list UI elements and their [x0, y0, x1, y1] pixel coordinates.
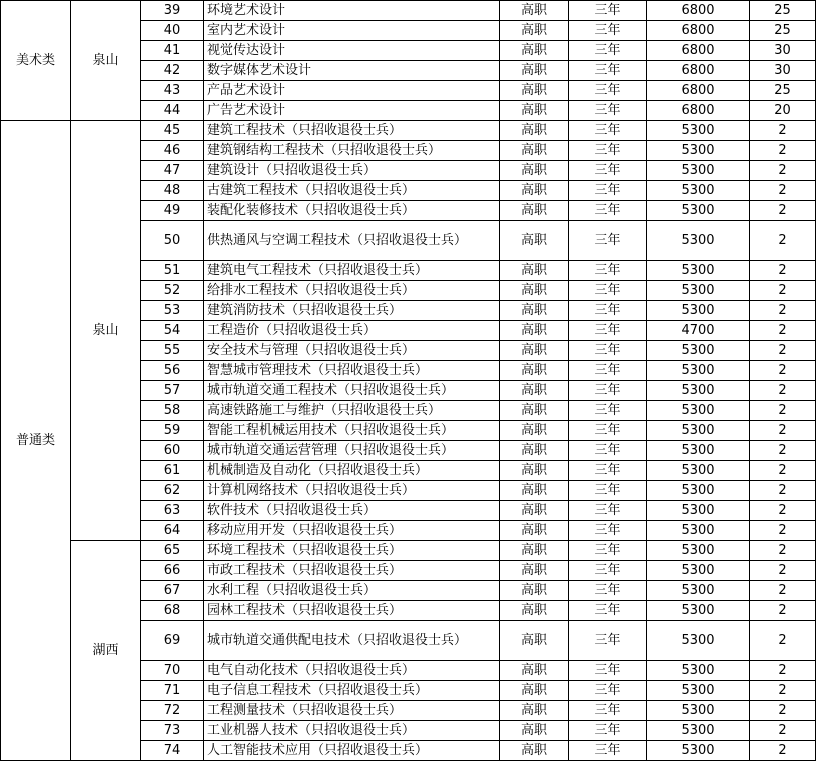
duration-cell: 三年 [569, 521, 647, 541]
quota-cell: 2 [750, 341, 816, 361]
level-cell: 高职 [500, 581, 569, 601]
tuition-cell: 5300 [647, 141, 750, 161]
major-name-cell: 建筑消防技术（只招收退役士兵） [204, 301, 500, 321]
level-cell: 高职 [500, 181, 569, 201]
tuition-cell: 5300 [647, 381, 750, 401]
row-number-cell: 42 [141, 61, 204, 81]
row-number-cell: 51 [141, 261, 204, 281]
duration-cell: 三年 [569, 401, 647, 421]
table-row [1, 121, 816, 141]
major-name-cell: 古建筑工程技术（只招收退役士兵） [204, 181, 500, 201]
major-name-cell: 电气自动化技术（只招收退役士兵） [204, 661, 500, 681]
quota-cell: 2 [750, 541, 816, 561]
level-cell: 高职 [500, 681, 569, 701]
major-name-cell: 软件技术（只招收退役士兵） [204, 501, 500, 521]
row-number-cell: 45 [141, 121, 204, 141]
duration-cell: 三年 [569, 221, 647, 261]
tuition-cell: 6800 [647, 41, 750, 61]
level-cell: 高职 [500, 301, 569, 321]
quota-cell: 2 [750, 401, 816, 421]
major-name-cell: 建筑工程技术（只招收退役士兵） [204, 121, 500, 141]
major-name-cell: 移动应用开发（只招收退役士兵） [204, 521, 500, 541]
quota-cell: 30 [750, 41, 816, 61]
tuition-cell: 5300 [647, 721, 750, 741]
row-number-cell: 55 [141, 341, 204, 361]
quota-cell: 2 [750, 141, 816, 161]
duration-cell: 三年 [569, 481, 647, 501]
duration-cell: 三年 [569, 101, 647, 121]
level-cell: 高职 [500, 381, 569, 401]
quota-cell: 2 [750, 221, 816, 261]
major-name-cell: 建筑钢结构工程技术（只招收退役士兵） [204, 141, 500, 161]
quota-cell: 2 [750, 521, 816, 541]
quota-cell: 25 [750, 81, 816, 101]
major-name-cell: 工程造价（只招收退役士兵） [204, 321, 500, 341]
level-cell: 高职 [500, 341, 569, 361]
row-number-cell: 62 [141, 481, 204, 501]
tuition-cell: 5300 [647, 121, 750, 141]
row-number-cell: 58 [141, 401, 204, 421]
quota-cell: 2 [750, 421, 816, 441]
tuition-cell: 5300 [647, 561, 750, 581]
major-name-cell: 室内艺术设计 [204, 21, 500, 41]
major-name-cell: 城市轨道交通运营管理（只招收退役士兵） [204, 441, 500, 461]
quota-cell: 25 [750, 21, 816, 41]
duration-cell: 三年 [569, 661, 647, 681]
quota-cell: 2 [750, 581, 816, 601]
level-cell: 高职 [500, 101, 569, 121]
tuition-cell: 5300 [647, 401, 750, 421]
quota-cell: 2 [750, 321, 816, 341]
level-cell: 高职 [500, 221, 569, 261]
duration-cell: 三年 [569, 581, 647, 601]
duration-cell: 三年 [569, 341, 647, 361]
level-cell: 高职 [500, 741, 569, 761]
level-cell: 高职 [500, 41, 569, 61]
quota-cell: 2 [750, 681, 816, 701]
tuition-cell: 4700 [647, 321, 750, 341]
tuition-cell: 5300 [647, 361, 750, 381]
duration-cell: 三年 [569, 741, 647, 761]
quota-cell: 2 [750, 381, 816, 401]
table-body [1, 1, 816, 761]
level-cell: 高职 [500, 21, 569, 41]
major-name-cell: 高速铁路施工与维护（只招收退役士兵） [204, 401, 500, 421]
row-number-cell: 43 [141, 81, 204, 101]
duration-cell: 三年 [569, 721, 647, 741]
major-name-cell: 视觉传达设计 [204, 41, 500, 61]
row-number-cell: 68 [141, 601, 204, 621]
major-name-cell: 智慧城市管理技术（只招收退役士兵） [204, 361, 500, 381]
quota-cell: 30 [750, 61, 816, 81]
quota-cell: 2 [750, 121, 816, 141]
major-name-cell: 产品艺术设计 [204, 81, 500, 101]
row-number-cell: 53 [141, 301, 204, 321]
duration-cell: 三年 [569, 41, 647, 61]
level-cell: 高职 [500, 481, 569, 501]
quota-cell: 2 [750, 741, 816, 761]
row-number-cell: 65 [141, 541, 204, 561]
duration-cell: 三年 [569, 361, 647, 381]
level-cell: 高职 [500, 441, 569, 461]
quota-cell: 2 [750, 501, 816, 521]
row-number-cell: 47 [141, 161, 204, 181]
campus-cell: 泉山 [71, 121, 141, 541]
row-number-cell: 40 [141, 21, 204, 41]
tuition-cell: 6800 [647, 101, 750, 121]
major-name-cell: 智能工程机械运用技术（只招收退役士兵） [204, 421, 500, 441]
level-cell: 高职 [500, 721, 569, 741]
tuition-cell: 5300 [647, 301, 750, 321]
major-name-cell: 水利工程（只招收退役士兵） [204, 581, 500, 601]
tuition-cell: 5300 [647, 341, 750, 361]
major-name-cell: 城市轨道交通供配电技术（只招收退役士兵） [204, 621, 500, 661]
duration-cell: 三年 [569, 61, 647, 81]
row-number-cell: 59 [141, 421, 204, 441]
quota-cell: 2 [750, 281, 816, 301]
level-cell: 高职 [500, 281, 569, 301]
duration-cell: 三年 [569, 141, 647, 161]
row-number-cell: 64 [141, 521, 204, 541]
tuition-cell: 6800 [647, 61, 750, 81]
tuition-cell: 5300 [647, 201, 750, 221]
quota-cell: 2 [750, 261, 816, 281]
duration-cell: 三年 [569, 701, 647, 721]
tuition-cell: 6800 [647, 21, 750, 41]
row-number-cell: 49 [141, 201, 204, 221]
level-cell: 高职 [500, 141, 569, 161]
duration-cell: 三年 [569, 161, 647, 181]
row-number-cell: 72 [141, 701, 204, 721]
tuition-cell: 5300 [647, 481, 750, 501]
major-name-cell: 广告艺术设计 [204, 101, 500, 121]
major-name-cell: 给排水工程技术（只招收退役士兵） [204, 281, 500, 301]
level-cell: 高职 [500, 421, 569, 441]
duration-cell: 三年 [569, 561, 647, 581]
duration-cell: 三年 [569, 381, 647, 401]
quota-cell: 2 [750, 301, 816, 321]
row-number-cell: 63 [141, 501, 204, 521]
level-cell: 高职 [500, 121, 569, 141]
tuition-cell: 6800 [647, 81, 750, 101]
duration-cell: 三年 [569, 281, 647, 301]
major-name-cell: 工业机器人技术（只招收退役士兵） [204, 721, 500, 741]
level-cell: 高职 [500, 621, 569, 661]
level-cell: 高职 [500, 361, 569, 381]
tuition-cell: 5300 [647, 161, 750, 181]
duration-cell: 三年 [569, 541, 647, 561]
major-name-cell: 电子信息工程技术（只招收退役士兵） [204, 681, 500, 701]
major-name-cell: 数字媒体艺术设计 [204, 61, 500, 81]
duration-cell: 三年 [569, 21, 647, 41]
major-name-cell: 环境艺术设计 [204, 1, 500, 21]
row-number-cell: 46 [141, 141, 204, 161]
quota-cell: 2 [750, 621, 816, 661]
tuition-cell: 5300 [647, 501, 750, 521]
row-number-cell: 56 [141, 361, 204, 381]
major-name-cell: 建筑电气工程技术（只招收退役士兵） [204, 261, 500, 281]
tuition-cell: 5300 [647, 601, 750, 621]
tuition-cell: 5300 [647, 441, 750, 461]
row-number-cell: 60 [141, 441, 204, 461]
level-cell: 高职 [500, 541, 569, 561]
level-cell: 高职 [500, 321, 569, 341]
level-cell: 高职 [500, 1, 569, 21]
quota-cell: 2 [750, 701, 816, 721]
duration-cell: 三年 [569, 461, 647, 481]
duration-cell: 三年 [569, 601, 647, 621]
duration-cell: 三年 [569, 261, 647, 281]
duration-cell: 三年 [569, 421, 647, 441]
major-name-cell: 建筑设计（只招收退役士兵） [204, 161, 500, 181]
level-cell: 高职 [500, 661, 569, 681]
tuition-cell: 5300 [647, 521, 750, 541]
level-cell: 高职 [500, 461, 569, 481]
quota-cell: 2 [750, 201, 816, 221]
tuition-cell: 5300 [647, 181, 750, 201]
quota-cell: 2 [750, 361, 816, 381]
row-number-cell: 74 [141, 741, 204, 761]
level-cell: 高职 [500, 501, 569, 521]
row-number-cell: 54 [141, 321, 204, 341]
tuition-cell: 6800 [647, 1, 750, 21]
level-cell: 高职 [500, 81, 569, 101]
level-cell: 高职 [500, 401, 569, 421]
major-name-cell: 计算机网络技术（只招收退役士兵） [204, 481, 500, 501]
major-name-cell: 工程测量技术（只招收退役士兵） [204, 701, 500, 721]
campus-cell: 湖西 [71, 541, 141, 761]
major-name-cell: 装配化装修技术（只招收退役士兵） [204, 201, 500, 221]
tuition-cell: 5300 [647, 541, 750, 561]
major-name-cell: 园林工程技术（只招收退役士兵） [204, 601, 500, 621]
row-number-cell: 73 [141, 721, 204, 741]
row-number-cell: 57 [141, 381, 204, 401]
row-number-cell: 44 [141, 101, 204, 121]
quota-cell: 2 [750, 181, 816, 201]
major-name-cell: 安全技术与管理（只招收退役士兵） [204, 341, 500, 361]
duration-cell: 三年 [569, 201, 647, 221]
duration-cell: 三年 [569, 121, 647, 141]
duration-cell: 三年 [569, 81, 647, 101]
category-cell: 美术类 [1, 1, 71, 121]
duration-cell: 三年 [569, 301, 647, 321]
level-cell: 高职 [500, 521, 569, 541]
tuition-cell: 5300 [647, 701, 750, 721]
major-name-cell: 机械制造及自动化（只招收退役士兵） [204, 461, 500, 481]
category-cell: 普通类 [1, 121, 71, 761]
tuition-cell: 5300 [647, 681, 750, 701]
tuition-cell: 5300 [647, 621, 750, 661]
table-row [1, 541, 816, 561]
duration-cell: 三年 [569, 1, 647, 21]
level-cell: 高职 [500, 561, 569, 581]
row-number-cell: 67 [141, 581, 204, 601]
level-cell: 高职 [500, 701, 569, 721]
quota-cell: 25 [750, 1, 816, 21]
major-name-cell: 市政工程技术（只招收退役士兵） [204, 561, 500, 581]
quota-cell: 20 [750, 101, 816, 121]
row-number-cell: 71 [141, 681, 204, 701]
table-row [1, 1, 816, 21]
row-number-cell: 69 [141, 621, 204, 661]
row-number-cell: 50 [141, 221, 204, 261]
level-cell: 高职 [500, 161, 569, 181]
tuition-cell: 5300 [647, 421, 750, 441]
duration-cell: 三年 [569, 681, 647, 701]
row-number-cell: 66 [141, 561, 204, 581]
row-number-cell: 41 [141, 41, 204, 61]
major-name-cell: 供热通风与空调工程技术（只招收退役士兵） [204, 221, 500, 261]
tuition-cell: 5300 [647, 581, 750, 601]
row-number-cell: 39 [141, 1, 204, 21]
duration-cell: 三年 [569, 621, 647, 661]
major-name-cell: 人工智能技术应用（只招收退役士兵） [204, 741, 500, 761]
quota-cell: 2 [750, 601, 816, 621]
quota-cell: 2 [750, 481, 816, 501]
tuition-cell: 5300 [647, 281, 750, 301]
quota-cell: 2 [750, 441, 816, 461]
row-number-cell: 70 [141, 661, 204, 681]
tuition-cell: 5300 [647, 261, 750, 281]
campus-cell: 泉山 [71, 1, 141, 121]
tuition-cell: 5300 [647, 741, 750, 761]
duration-cell: 三年 [569, 441, 647, 461]
tuition-cell: 5300 [647, 461, 750, 481]
row-number-cell: 52 [141, 281, 204, 301]
duration-cell: 三年 [569, 501, 647, 521]
tuition-cell: 5300 [647, 661, 750, 681]
quota-cell: 2 [750, 461, 816, 481]
duration-cell: 三年 [569, 181, 647, 201]
level-cell: 高职 [500, 201, 569, 221]
major-name-cell: 环境工程技术（只招收退役士兵） [204, 541, 500, 561]
duration-cell: 三年 [569, 321, 647, 341]
quota-cell: 2 [750, 161, 816, 181]
row-number-cell: 61 [141, 461, 204, 481]
level-cell: 高职 [500, 601, 569, 621]
tuition-cell: 5300 [647, 221, 750, 261]
major-name-cell: 城市轨道交通工程技术（只招收退役士兵） [204, 381, 500, 401]
level-cell: 高职 [500, 61, 569, 81]
quota-cell: 2 [750, 661, 816, 681]
level-cell: 高职 [500, 261, 569, 281]
row-number-cell: 48 [141, 181, 204, 201]
quota-cell: 2 [750, 561, 816, 581]
quota-cell: 2 [750, 721, 816, 741]
